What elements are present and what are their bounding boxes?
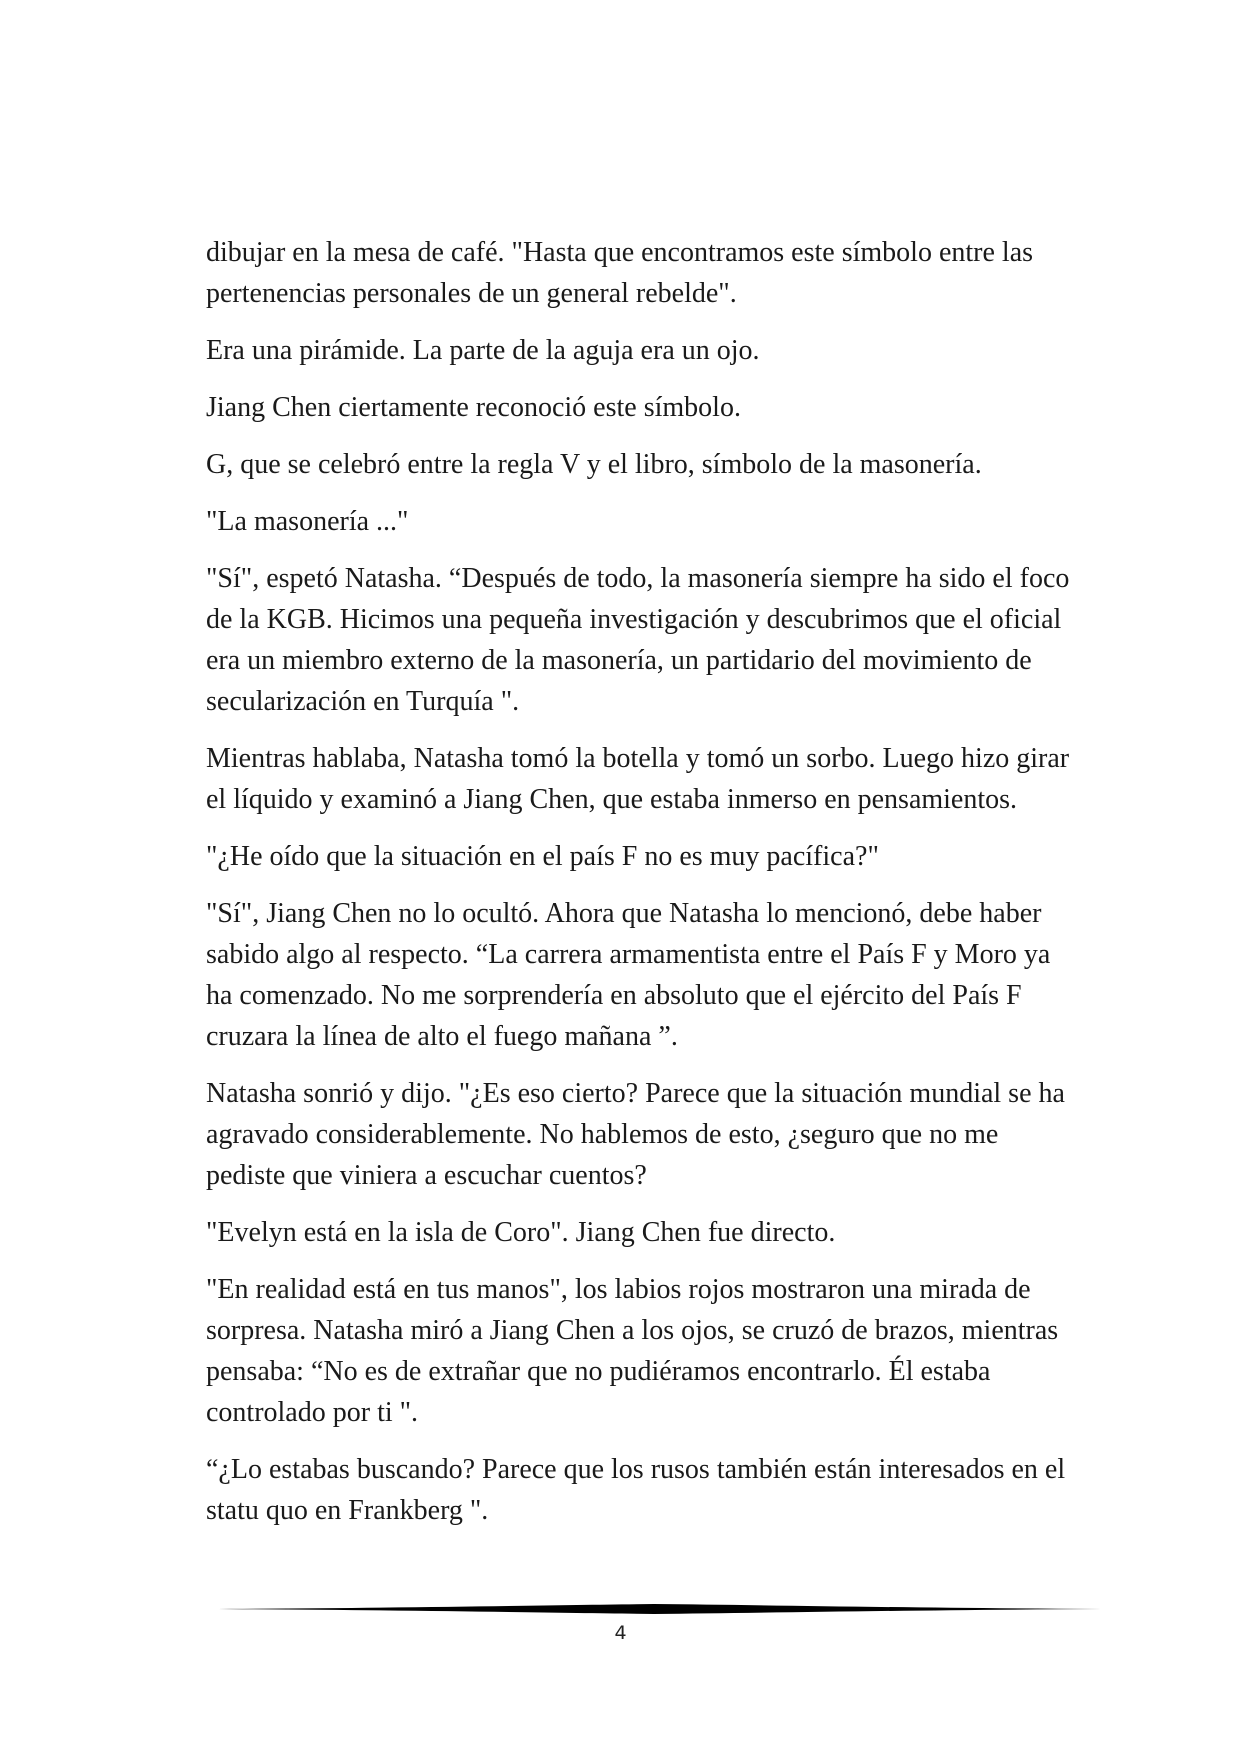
paragraph: Era una pirámide. La parte de la aguja era un ojo. xyxy=(206,335,760,366)
paragraph: "Sí", Jiang Chen no lo ocultó. Ahora que Natasha lo mencionó, debe haber sabido algo al respecto. “La carrera armamentista entre el País F y Moro ya ha comenzado. No me sorprendería en absoluto que el ejército del País F cruzara la línea de alto el fuego mañana ”. xyxy=(206,898,1051,1052)
paragraph: “¿Lo estabas buscando? Parece que los rusos también están interesados en el statu quo en Frankberg ". xyxy=(206,1454,1066,1526)
footer-divider xyxy=(206,1602,1102,1616)
paragraph: Mientras hablaba, Natasha tomó la botella y tomó un sorbo. Luego hizo girar el líquido y examinó a Jiang Chen, que estaba inmerso en pensamientos. xyxy=(206,743,1070,815)
paragraph: Natasha sonrió y dijo. "¿Es eso cierto? Parece que la situación mundial se ha agravado considerablemente. No hablemos de esto, ¿seguro que no me pediste que viniera a escuchar cuentos? xyxy=(206,1078,1065,1191)
paragraph: "Evelyn está en la isla de Coro". Jiang Chen fue directo. xyxy=(206,1217,836,1248)
paragraph: dibujar en la mesa de café. "Hasta que encontramos este símbolo entre las pertenencias personales de un general rebelde". xyxy=(206,237,1034,309)
paragraph: "La masonería ..." xyxy=(206,506,409,537)
page-number: 4 xyxy=(614,1622,627,1644)
body-text xyxy=(206,232,1076,1547)
paragraph: G, que se celebró entre la regla V y el libro, símbolo de la masonería. xyxy=(206,449,982,480)
paragraph: "Sí", espetó Natasha. “Después de todo, la masonería siempre ha sido el foco de la KGB. Hicimos una pequeña investigación y descubrimos que el oficial era un miembro externo de la masonería, un partidario del movimiento de secularización en Turquía ". xyxy=(206,563,1070,717)
paragraph: "¿He oído que la situación en el país F no es muy pacífica?" xyxy=(206,841,879,872)
paragraph: "En realidad está en tus manos", los labios rojos mostraron una mirada de sorpresa. Natasha miró a Jiang Chen a los ojos, se cruzó de brazos, mientras pensaba: “No es de extrañar que no pudiéramos encontrarlo. Él estaba controlado por ti ". xyxy=(206,1274,1059,1428)
paragraph: Jiang Chen ciertamente reconoció este símbolo. xyxy=(206,392,741,423)
